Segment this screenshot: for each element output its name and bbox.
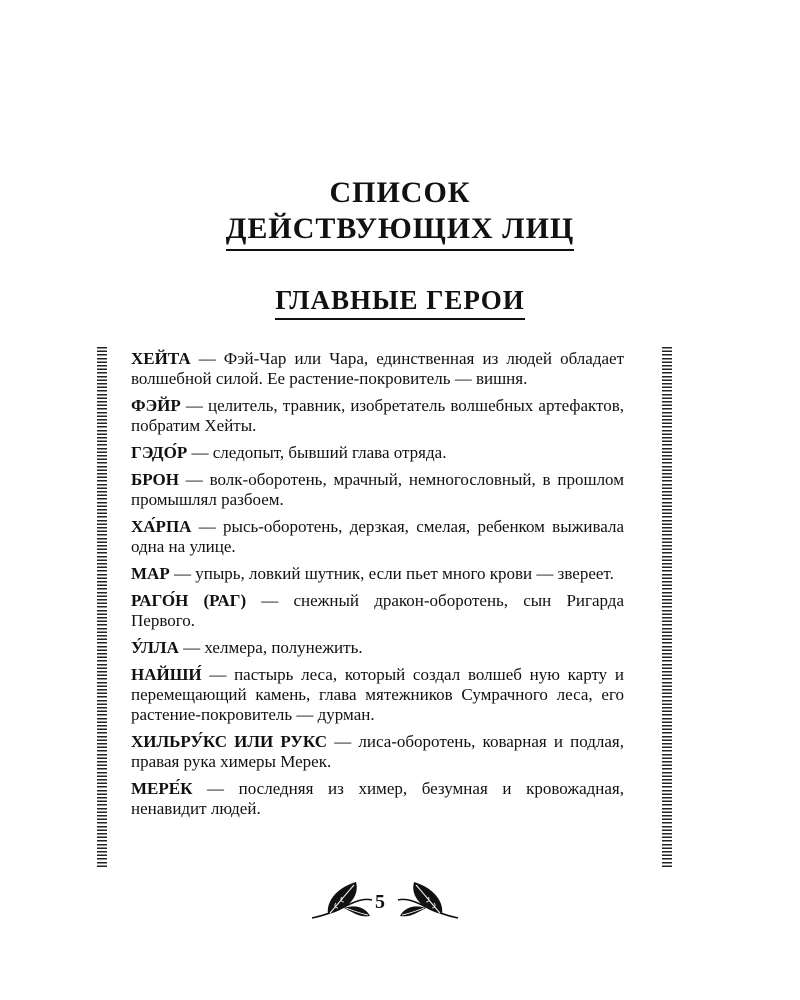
character-name: МАР xyxy=(131,564,170,583)
character-description: — Фэй-Чар или Чара, единственная из людей обладает волшебной силой. Ее растение-покровитель — вишня. xyxy=(131,349,624,388)
character-entry xyxy=(131,470,624,510)
section-title: ГЛАВНЫЕ ГЕРОИ xyxy=(275,283,525,320)
character-description: — рысь-оборотень, дерзкая, смелая, ребенком выживала одна на улице. xyxy=(131,517,624,556)
section-block xyxy=(0,283,800,320)
character-entry xyxy=(131,396,624,436)
character-entry xyxy=(131,591,624,631)
character-name: РАГО́Н (РАГ) xyxy=(131,591,247,610)
character-description: — хелмера, полунежить. xyxy=(178,638,363,657)
character-description: — упырь, ловкий шутник, если пьет много крови — звереет. xyxy=(169,564,614,583)
character-name: ГЭДО́Р xyxy=(131,443,188,462)
character-description: — следопыт, бывший глава отряда. xyxy=(187,443,447,462)
page-title xyxy=(226,175,575,251)
character-entry xyxy=(131,443,624,463)
leaf-ornament-left-icon xyxy=(308,878,376,928)
character-name: ФЭЙР xyxy=(131,396,181,415)
character-name: ХА́РПА xyxy=(131,517,192,536)
character-entry xyxy=(131,665,624,725)
left-decorative-border xyxy=(97,347,107,867)
page-title-line-1: СПИСОК xyxy=(329,176,471,209)
character-name: ХИЛЬРУ́КС ИЛИ РУКС xyxy=(131,732,328,751)
character-description: — лиса-оборотень, коварная и подлая, правая рука химеры Мерек. xyxy=(131,732,624,771)
page-number: 5 xyxy=(375,891,385,913)
character-list xyxy=(131,349,624,826)
right-decorative-border xyxy=(662,347,672,867)
character-name: НАЙШИ́ xyxy=(131,665,202,684)
character-description: — пастырь леса, который создал волшеб ную карту и перемещающий камень, глава мятежников Сумрачного леса, его растение-покровитель — дурман. xyxy=(131,665,624,724)
character-name: БРОН xyxy=(131,470,179,489)
character-entry xyxy=(131,732,624,772)
page-footer xyxy=(0,878,800,928)
character-entry xyxy=(131,517,624,557)
character-entry xyxy=(131,638,624,658)
character-description: — волк-оборотень, мрачный, немногословный, в прошлом промышлял разбоем. xyxy=(131,470,624,509)
title-block xyxy=(0,175,800,251)
character-name: У́ЛЛА xyxy=(131,638,179,657)
page-title-line-2: ДЕЙСТВУЮЩИХ ЛИЦ xyxy=(225,212,575,245)
character-description: — снежный дракон-оборотень, сын Ригарда Первого. xyxy=(131,591,624,630)
character-description: — целитель, травник, изобретатель волшебных артефактов, побратим Хейты. xyxy=(131,396,624,435)
character-name: ХЕЙТА xyxy=(131,349,191,368)
character-entry xyxy=(131,564,624,584)
character-description: — последняя из химер, безумная и кровожадная, ненавидит людей. xyxy=(131,779,624,818)
character-name: МЕРЕ́К xyxy=(131,779,193,798)
leaf-ornament-right-icon xyxy=(394,878,462,928)
character-entry xyxy=(131,779,624,819)
character-entry xyxy=(131,349,624,389)
